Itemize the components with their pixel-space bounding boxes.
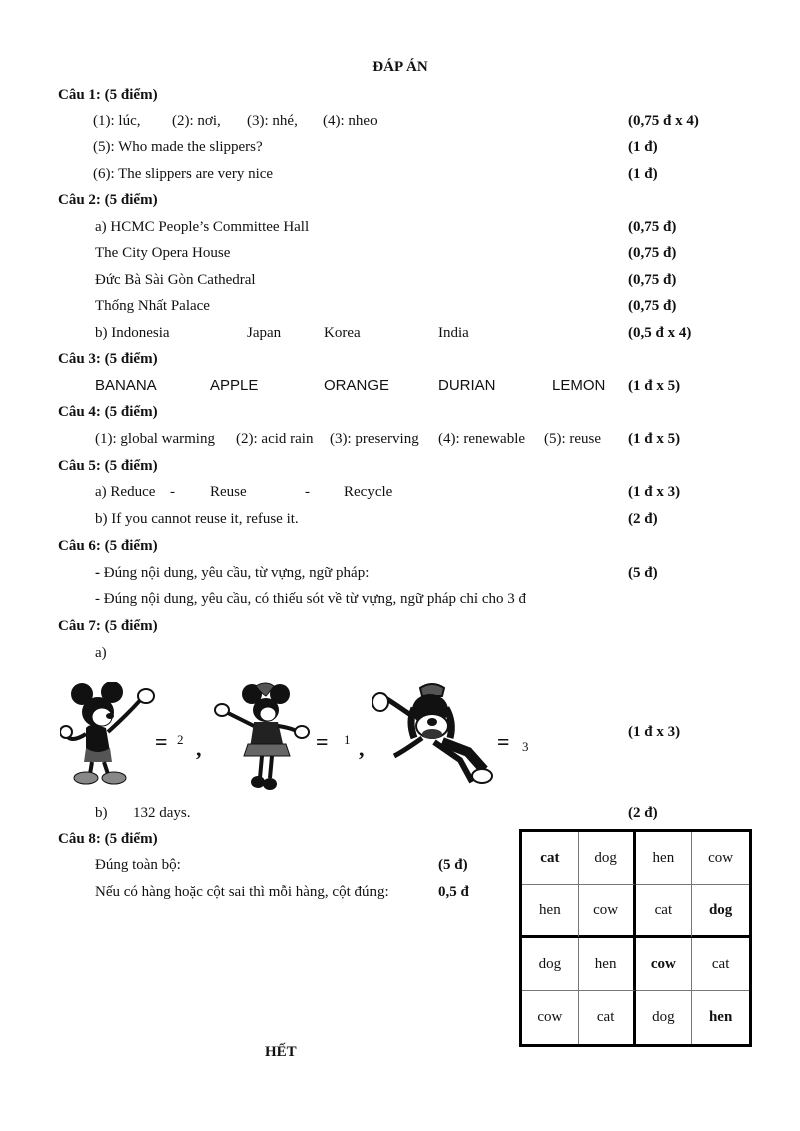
page-title: ĐÁP ÁN bbox=[372, 59, 428, 75]
q7-a-label: a) bbox=[95, 645, 107, 661]
q4-answer-1: (1): global warming bbox=[95, 431, 215, 447]
q7-a-points: (1 đ x 3) bbox=[628, 724, 681, 740]
grid-cell: cat bbox=[692, 938, 749, 991]
end-mark: HẾT bbox=[265, 1044, 297, 1060]
grid-cell: dog bbox=[636, 991, 693, 1044]
q2-line: a) HCMC People’s Committee Hall bbox=[95, 219, 310, 235]
minnie-mouse-illustration bbox=[212, 682, 312, 792]
q5-a-word-3: Recycle bbox=[344, 484, 393, 500]
grid-cell: hen bbox=[579, 938, 636, 991]
q6-heading: Câu 6: (5 điểm) bbox=[58, 538, 158, 554]
q5-heading: Câu 5: (5 điểm) bbox=[58, 458, 158, 474]
q4-heading: Câu 4: (5 điểm) bbox=[58, 404, 158, 420]
q5-a-word-2: Reuse bbox=[210, 484, 247, 500]
q6-criterion-1-text: Đúng nội dung, yêu cầu, từ vựng, ngữ pháp: bbox=[100, 565, 370, 581]
sudoku-answer-grid bbox=[519, 829, 752, 1047]
q1-answer-5: (5): Who made the slippers? bbox=[93, 139, 263, 155]
grid-cell: cow bbox=[636, 938, 693, 991]
q5-b-points: (2 đ) bbox=[628, 511, 658, 527]
q3-word-3: ORANGE bbox=[324, 377, 390, 394]
grid-cell: cat bbox=[579, 991, 636, 1044]
q2-b-points: (0,5 đ x 4) bbox=[628, 325, 692, 341]
q1-heading: Câu 1: (5 điểm) bbox=[58, 87, 158, 103]
grid-cell: hen bbox=[522, 885, 579, 938]
q3-word-4: DURIAN bbox=[438, 377, 496, 394]
q1-answer-4: (4): nheo bbox=[323, 113, 378, 129]
q4-answer-4: (4): renewable bbox=[438, 431, 526, 447]
grid-cell: cow bbox=[692, 832, 749, 885]
q3-heading: Câu 3: (5 điểm) bbox=[58, 351, 158, 367]
q2-b-country-3: Korea bbox=[324, 325, 361, 341]
q5-a-points: (1 đ x 3) bbox=[628, 484, 681, 500]
q7-b-answer: 132 days. bbox=[133, 805, 191, 821]
q6-criterion-1-dash: - bbox=[95, 565, 100, 581]
q7-mickey-value: 2 bbox=[177, 732, 184, 747]
q8-criterion-1: Đúng toàn bộ: bbox=[95, 857, 181, 873]
q2-line-points: (0,75 đ) bbox=[628, 298, 677, 314]
q2-b-country-2: Japan bbox=[247, 325, 282, 341]
q2-b-country-1: b) Indonesia bbox=[95, 325, 170, 341]
q1-points-1: (0,75 đ x 4) bbox=[628, 113, 699, 129]
q5-a-dash-1: - bbox=[170, 484, 175, 500]
grid-cell: cow bbox=[579, 885, 636, 938]
grid-cell: dog bbox=[579, 832, 636, 885]
q2-line-points: (0,75 đ) bbox=[628, 245, 677, 261]
q5-a-word-1: a) Reduce bbox=[95, 484, 156, 500]
q7-comma-1: , bbox=[196, 736, 202, 761]
q7-equals-1: = bbox=[155, 729, 168, 754]
q2-line: Đức Bà Sài Gòn Cathedral bbox=[95, 272, 256, 288]
q8-criterion-2-points: 0,5 đ bbox=[438, 884, 469, 900]
q1-answer-6: (6): The slippers are very nice bbox=[93, 166, 274, 182]
grid-cell: dog bbox=[522, 938, 579, 991]
mickey-mouse-illustration bbox=[60, 682, 160, 788]
q5-a-dash-2: - bbox=[305, 484, 310, 500]
q2-heading: Câu 2: (5 điểm) bbox=[58, 192, 158, 208]
q7-goofy-value: 3 bbox=[522, 739, 529, 754]
q7-b-points: (2 đ) bbox=[628, 805, 658, 821]
grid-cell: hen bbox=[636, 832, 693, 885]
q3-word-1: BANANA bbox=[95, 377, 157, 394]
q2-line: The City Opera House bbox=[95, 245, 231, 261]
q1-answer-2: (2): nơi, bbox=[172, 113, 221, 129]
q4-points: (1 đ x 5) bbox=[628, 431, 681, 447]
q6-criterion-1 bbox=[95, 564, 369, 582]
q2-line-points: (0,75 đ) bbox=[628, 219, 677, 235]
grid-cell: cat bbox=[522, 832, 579, 885]
q6-criterion-2: - Đúng nội dung, yêu cầu, có thiếu sót về từ vựng, ngữ pháp chỉ cho 3 đ bbox=[95, 591, 526, 607]
q2-b-country-4: India bbox=[438, 325, 469, 341]
q3-word-2: APPLE bbox=[210, 377, 259, 394]
grid-cell: hen bbox=[708, 1009, 733, 1025]
q5-b-answer: b) If you cannot reuse it, refuse it. bbox=[95, 511, 299, 527]
q7-comma-2: , bbox=[359, 736, 365, 761]
q3-points: (1 đ x 5) bbox=[628, 378, 681, 394]
q1-points-6: (1 đ) bbox=[628, 166, 658, 182]
grid-cell: cow bbox=[522, 991, 579, 1044]
q2-line: Thống Nhất Palace bbox=[95, 298, 210, 314]
q8-criterion-1-points: (5 đ) bbox=[438, 857, 468, 873]
q8-criterion-2: Nếu có hàng hoặc cột sai thì mỗi hàng, cột đúng: bbox=[95, 884, 389, 900]
q1-answer-3: (3): nhé, bbox=[247, 113, 298, 129]
q6-criterion-1-points: (5 đ) bbox=[628, 565, 658, 581]
q7-b-label: b) bbox=[95, 805, 108, 821]
q8-heading: Câu 8: (5 điểm) bbox=[58, 831, 158, 847]
q1-answer-1: (1): lúc, bbox=[93, 113, 141, 129]
goofy-illustration bbox=[372, 682, 498, 786]
q4-answer-5: (5): reuse bbox=[544, 431, 602, 447]
q7-equals-2: = bbox=[316, 729, 329, 754]
q2-line-points: (0,75 đ) bbox=[628, 272, 677, 288]
q7-heading: Câu 7: (5 điểm) bbox=[58, 618, 158, 634]
q7-equals-3: = bbox=[497, 729, 510, 754]
q4-answer-2: (2): acid rain bbox=[236, 431, 314, 447]
grid-cell: dog bbox=[692, 885, 749, 938]
q7-minnie-value: 1 bbox=[344, 732, 351, 747]
q1-points-5: (1 đ) bbox=[628, 139, 658, 155]
q4-answer-3: (3): preserving bbox=[330, 431, 419, 447]
q3-word-5: LEMON bbox=[552, 377, 606, 394]
grid-cell: cat bbox=[636, 885, 693, 938]
